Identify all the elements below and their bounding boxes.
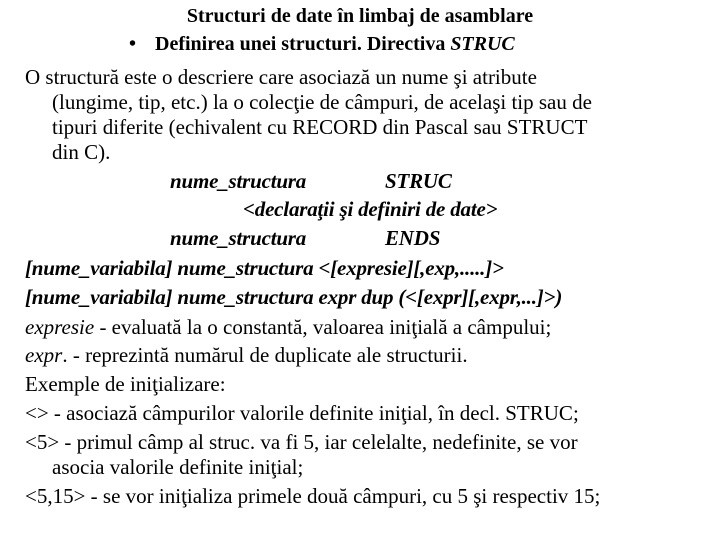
slide-title: Structuri de date în limbaj de asamblare (186, 5, 534, 27)
syntax-ends-directive: ENDS (385, 226, 441, 250)
definition-desc: - evaluată la o constantă, valoarea iniţială a câmpului; (94, 315, 552, 339)
syntax-body: <declaraţii şi definiri de date> (243, 197, 498, 221)
bullet-icon: • (129, 33, 137, 55)
syntax-struc-directive: STRUC (385, 169, 452, 193)
examples-heading: Exemple de iniţializare: (25, 372, 226, 396)
intro-line-2: (lungime, tip, etc.) la o colecţie de câmpuri, de acelaşi tip sau de (52, 90, 592, 114)
definition-expresie (25, 315, 551, 339)
declaration-line-2: [nume_variabila] nume_structura expr dup (<[expr][,expr,...]>) (25, 285, 563, 309)
example-2-line-1: <5> - primul câmp al struc. va fi 5, iar celelalte, nedefinite, se vor (25, 430, 578, 454)
declaration-line-1: [nume_variabila] nume_structura <[expresie][,exp,.....]> (25, 256, 504, 280)
example-1: <> - asociază câmpurilor valorile definite iniţial, în decl. STRUC; (25, 401, 579, 425)
example-2-line-2: asocia valorile definite iniţial; (52, 455, 304, 479)
intro-line-4: din C). (52, 140, 111, 164)
bullet-emphasis: STRUC (450, 33, 515, 55)
syntax-struc-name: nume_structura (170, 169, 307, 193)
example-3: <5,15> - se vor iniţializa primele două câmpuri, cu 5 şi respectiv 15; (25, 484, 601, 508)
definition-desc: . - reprezintă numărul de duplicate ale structurii. (62, 343, 468, 367)
definition-term: expresie (25, 315, 95, 339)
syntax-ends-name: nume_structura (170, 226, 307, 250)
intro-line-1: O structură este o descriere care asociază un nume şi atribute (25, 65, 537, 89)
definition-term: expr (25, 343, 63, 367)
bullet-text: Definirea unei structuri. Directiva (155, 33, 451, 55)
bullet-heading (129, 32, 515, 56)
definition-expr (25, 343, 468, 367)
intro-line-3: tipuri diferite (echivalent cu RECORD din Pascal sau STRUCT (52, 115, 588, 139)
